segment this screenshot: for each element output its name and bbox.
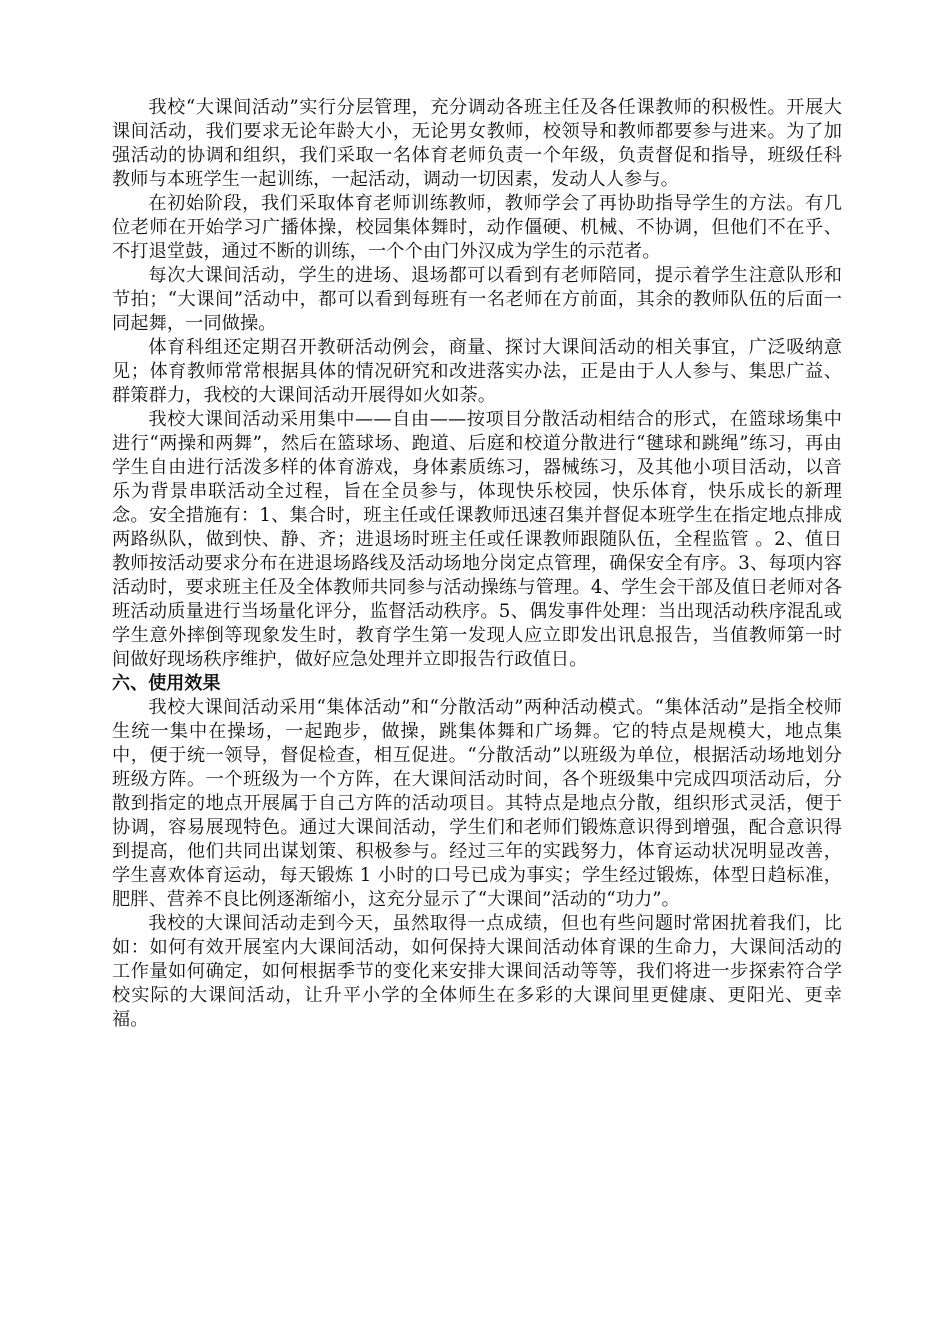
paragraph-teacher-accompany: 每次大课间活动，学生的进场、退场都可以看到有老师陪同，提示着学生注意队形和节拍；“大课间”活动中，都可以看到每班有一名老师在方前面，其余的教师队伍的后面一同起舞，一同做操。 [112,265,842,334]
paragraph-initial-stage: 在初始阶段，我们采取体育老师训练教师，教师学会了再协助指导学生的方法。有几位老师在开始学习广播体操，校园集体舞时，动作僵硬、机械、不协调，但他们不在乎、不打退堂鼓，通过不断的训练，一个个由门外汉成为学生的示范者。 [112,193,842,262]
section-heading: 六、使用效果 [112,673,221,694]
paragraph-activity-modes: 我校大课间活动采用“集体活动”和“分散活动”两种活动模式。“集体活动”是指全校师生统一集中在操场，一起跑步，做操，跳集体舞和广场舞。它的特点是规模大，地点集中，便于统一领导，督促检查，相互促进。“分散活动”以班级为单位，根据活动场地划分班级方阵。一个班级为一个方阵，在大课间活动时间，各个班级集中完成四项活动后，分散到指定的地点开展属于自己方阵的活动项目。其特点是地点分散，组织形式灵活，便于协调，容易展现特色。通过大课间活动，学生们和老师们锻炼意识得到增强，配合意识得到提高，他们共同出谋划策、积极参与。经过三年的实践努力，体育运动状况明显改善，学生喜欢体育运动，每天锻炼 1 小时的口号已成为事实；学生经过锻炼，体型日趋标准，肥胖、营养不良比例逐渐缩小，这充分显示了“大课间”活动的“功力”。 [112,697,842,910]
paragraph-activity-format-safety: 我校大课间活动采用集中——自由——按项目分散活动相结合的形式，在篮球场集中进行“两操和两舞”，然后在篮球场、跑道、后庭和校道分散进行“毽球和跳绳”练习，再由学生自由进行活泼多样的体育游戏，身体素质练习，器械练习，及其他小项目活动，以音乐为背景串联活动全过程，旨在全员参与，体现快乐校园，快乐体育，快乐成长的新理念。安全措施有：1、集合时，班主任或任课教师迅速召集并督促本班学生在指定地点排成两路纵队，做到快、静、齐；进退场时班主任或任课教师跟随队伍，全程监管 。2、值日教师按活动要求分布在进退场路线及活动场地分岗定点管理，确保安全有序。3、每项内容活动时，要求班主任及全体教师共同参与活动操练与管理。4、学生会干部及值日老师对各班活动质量进行当场量化评分，监督活动秩序。5、偶发事件处理：当出现活动秩序混乱或学生意外摔倒等现象发生时，教育学生第一发现人应立即发出讯息报告，当值教师第一时间做好现场秩序维护，做好应急处理并立即报告行政值日。 [112,409,842,670]
paragraph-research-meetings: 体育科组还定期召开教研活动例会，商量、探讨大课间活动的相关事宜，广泛吸纳意见；体育教师常常根据具体的情况研究和改进落实办法，正是由于人人参与、集思广益、群策群力，我校的大课间活动开展得如火如荼。 [112,337,842,406]
paragraph-future-outlook: 我校的大课间活动走到今天，虽然取得一点成绩，但也有些问题时常困扰着我们，比如：如何有效开展室内大课间活动，如何保持大课间活动体育课的生命力，大课间活动的工作量如何确定，如何根据季节的变化来安排大课间活动等等，我们将进一步探索符合学校实际的大课间活动，让升平小学的全体师生在多彩的大课间里更健康、更阳光、更幸福。 [112,913,842,1030]
paragraph-layered-management: 我校“大课间活动”实行分层管理，充分调动各班主任及各任课教师的积极性。开展大课间活动，我们要求无论年龄大小，无论男女教师，校领导和教师都要参与进来。为了加强活动的协调和组织，我们采取一名体育老师负责一个年级，负责督促和指导，班级任科教师与本班学生一起训练，一起活动，调动一切因素，发动人人参与。 [112,97,842,190]
document-page [112,96,842,1032]
